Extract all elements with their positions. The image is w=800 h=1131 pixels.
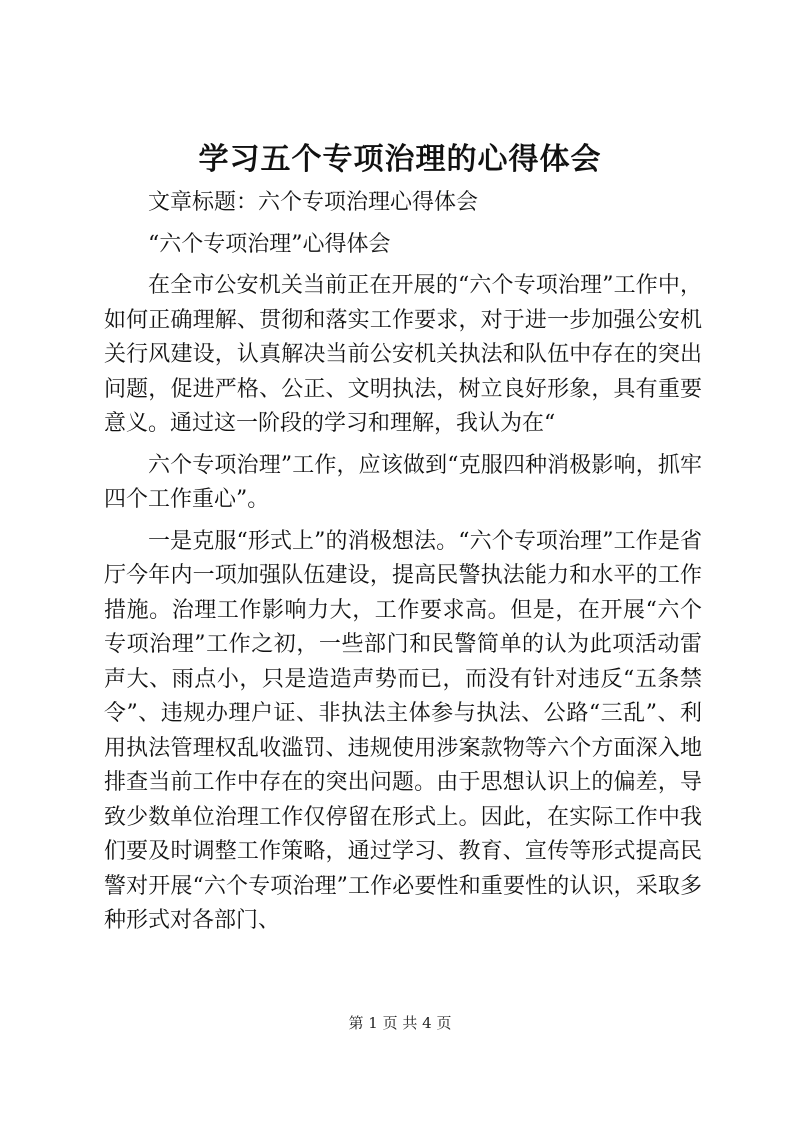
document-body xyxy=(104,186,702,946)
page-number-footer: 第 1 页 共 4 页 xyxy=(348,1014,452,1032)
paragraph-summary: 六个专项治理”工作，应该做到“克服四种消极影响，抓牢四个工作重心”。 xyxy=(104,452,702,512)
paragraph-intro: 在全市公安机关当前正在开展的“六个专项治理”工作中，如何正确理解、贯彻和落实工作要求，对于进一步加强公安机关行风建设，认真解决当前公安机关执法和队伍中存在的突出问题，促进严格、公正、文明执法，树立良好形象，具有重要意义。通过这一阶段的学习和理解，我认为在“ xyxy=(104,273,702,436)
paragraph-article-title: 文章标题：六个专项治理心得体会 xyxy=(148,190,479,215)
paragraph-subtitle: “六个专项治理”心得体会 xyxy=(148,231,391,257)
paragraph-point-one: 一是克服“形式上”的消极想法。“六个专项治理”工作是省厅今年内一项加强队伍建设，提高民警执法能力和水平的工作措施。治理工作影响力大，工作要求高。但是，在开展“六个专项治理”工作之初，一些部门和民警简单的认为此项活动雷声大、雨点小，只是造造声势而已，而没有针对违反“五条禁令”、违规办理户证、非执法主体参与执法、公路“三乱”、利用执法管理权乱收滥罚、违规使用涉案款物等六个方面深入地排查当前工作中存在的突出问题。由于思想认识上的偏差，导致少数单位治理工作仅停留在形式上。因此，在实际工作中我们要及时调整工作策略，通过学习、教育、宣传等形式提高民警对开展“六个专项治理”工作必要性和重要性的认识，采取多种形式对各部门、 xyxy=(104,528,702,933)
document-title: 学习五个专项治理的心得体会 xyxy=(198,142,602,177)
